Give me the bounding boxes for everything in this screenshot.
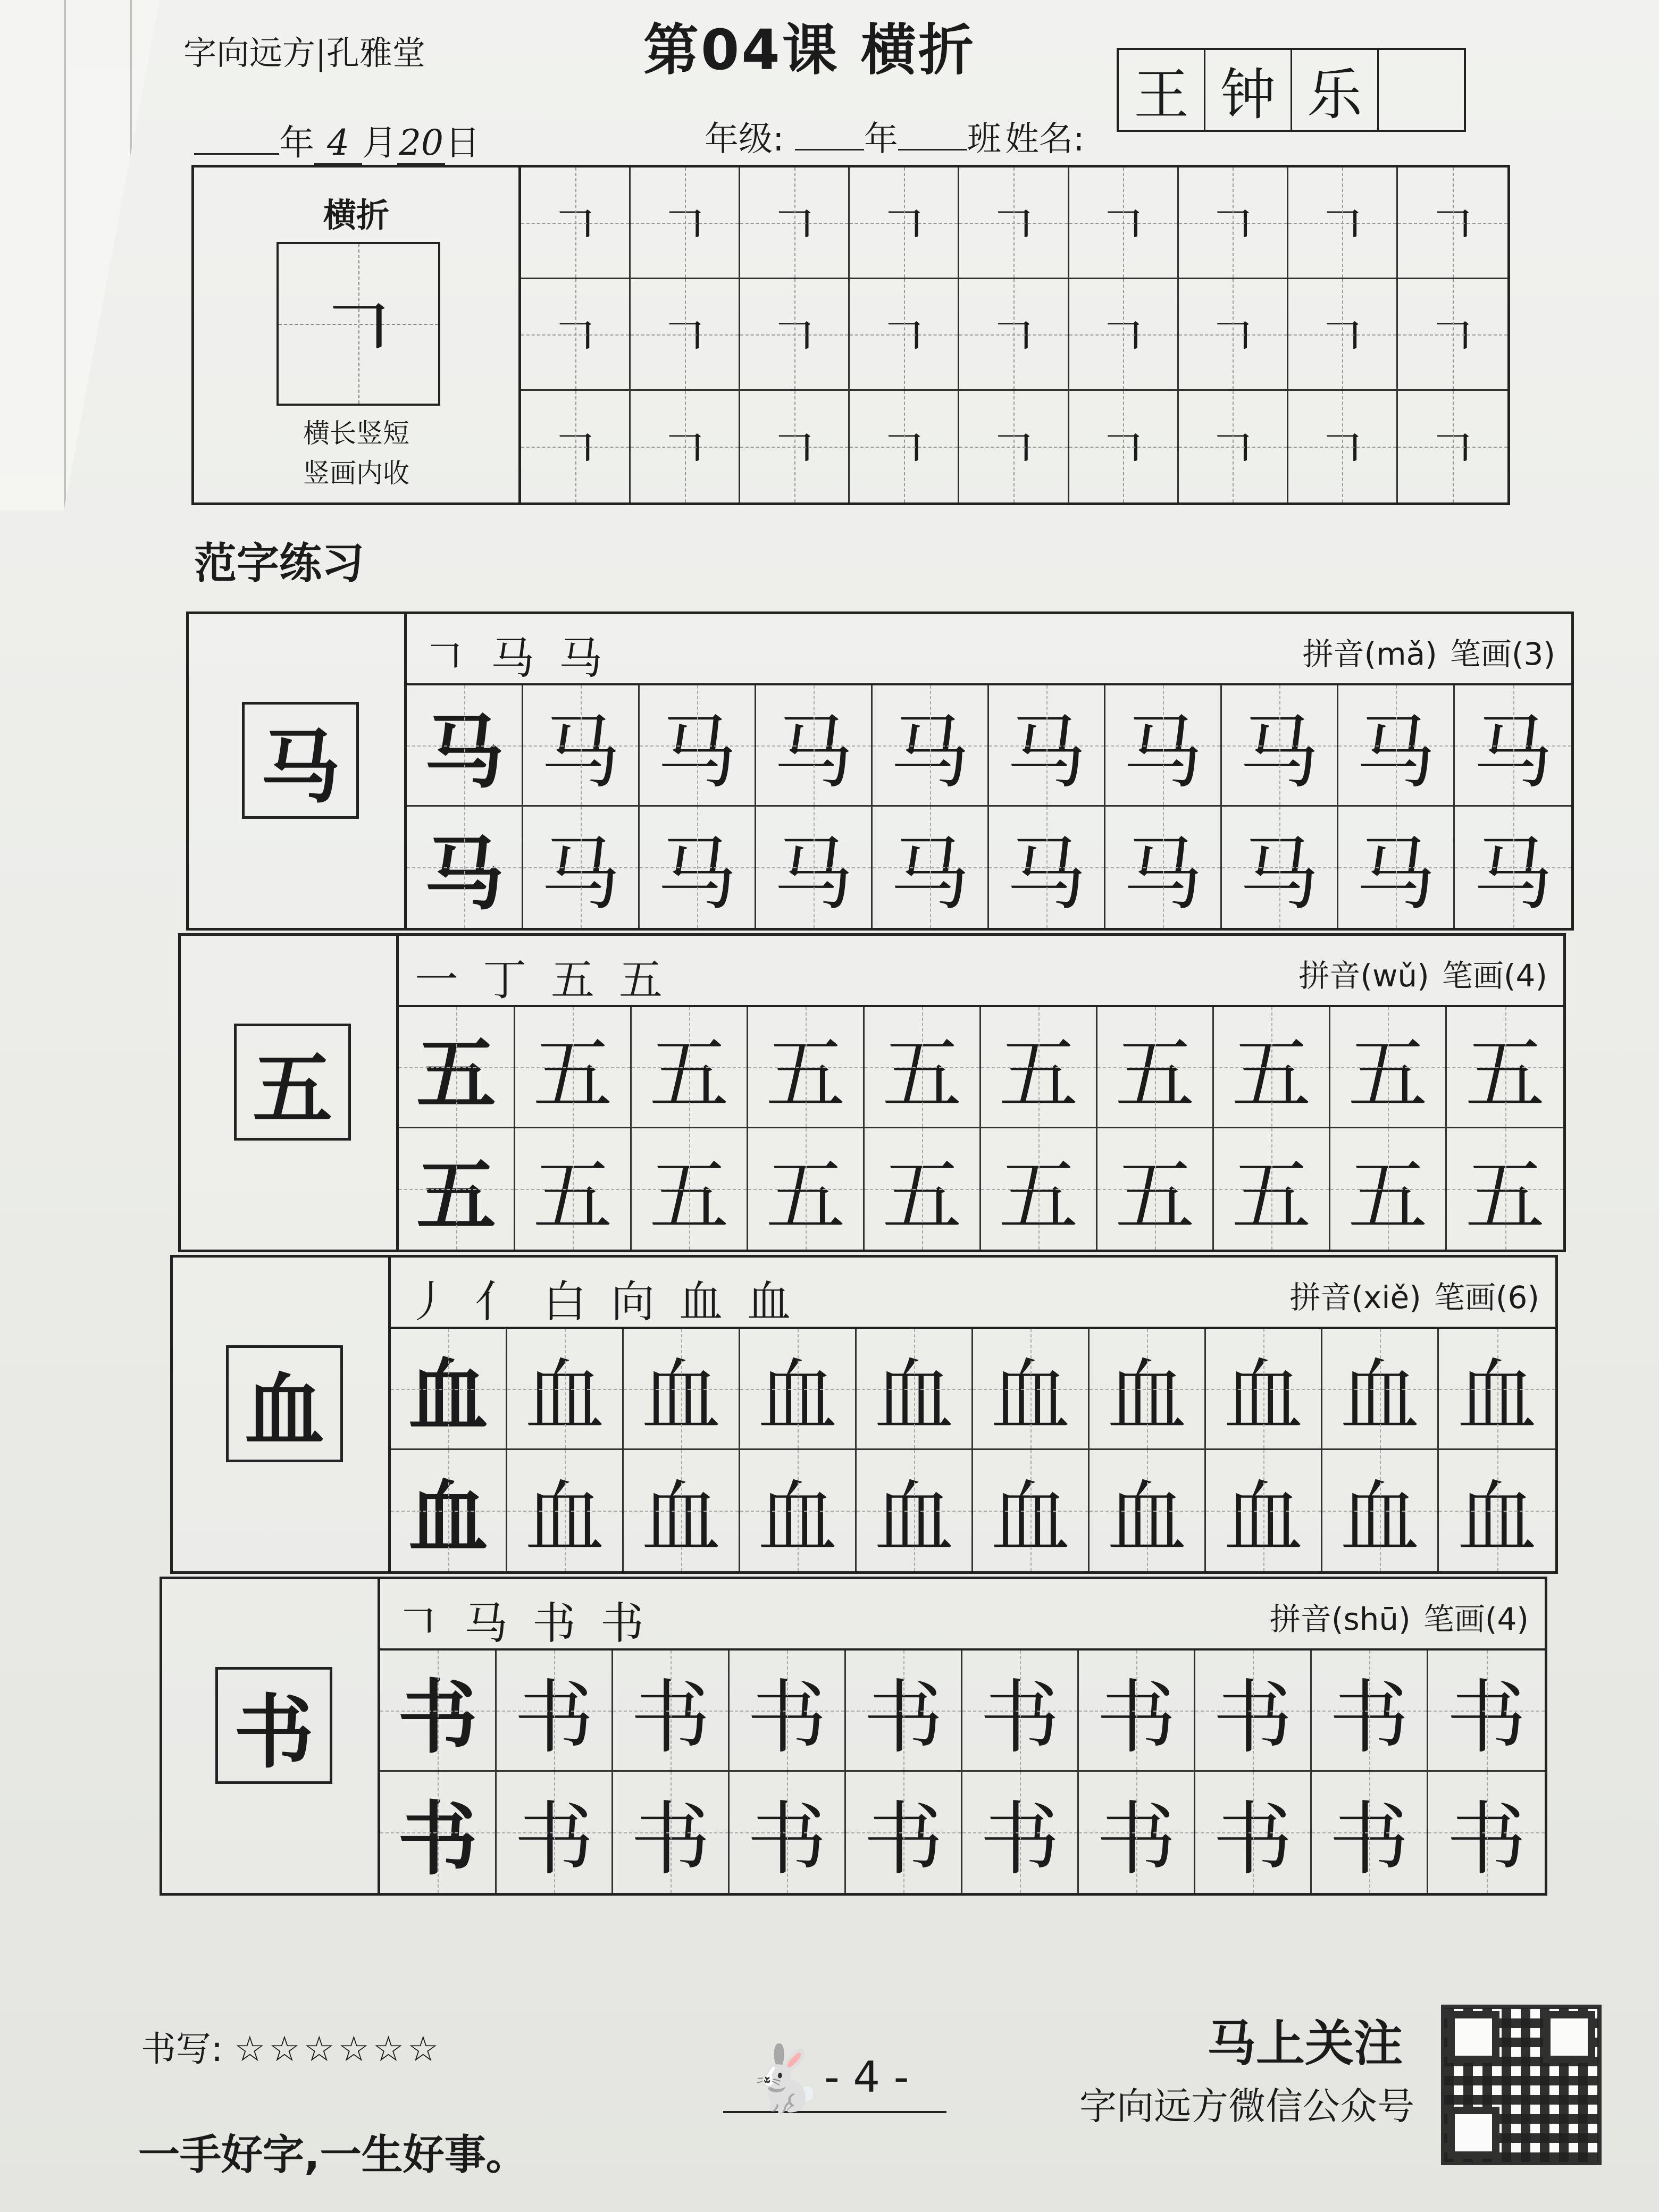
stroke-order-step: 丁 (483, 955, 527, 1006)
char-practice-cell[interactable]: 五 (1330, 1128, 1447, 1250)
stroke-practice-cell[interactable]: 𠃍 (1398, 167, 1507, 279)
char-practice-cell[interactable]: 五 (1097, 1007, 1214, 1128)
brand-logo-text: 字向远方|孔雅堂 (183, 33, 425, 72)
stroke-order-step: 书 (532, 1598, 576, 1649)
page-number-area (723, 2042, 946, 2116)
stroke-glyph: 𠃍 (318, 285, 399, 378)
strokes-label: 笔画 (1423, 1601, 1485, 1637)
char-practice-cell[interactable]: 五 (632, 1007, 748, 1128)
stroke-practice-cell[interactable]: 𠃍 (740, 167, 850, 279)
class-suffix: 班 (967, 120, 1001, 159)
char-practice-block (170, 1255, 1558, 1574)
page-number: - 4 - (824, 2052, 909, 2102)
stroke-order-step: 𠃍 (396, 1598, 440, 1649)
char-practice-cell[interactable]: 五 (399, 1007, 515, 1128)
model-character: 马 (242, 702, 359, 819)
char-practice-cell[interactable]: 书 (497, 1650, 613, 1772)
stroke-practice-cell[interactable]: 𠃍 (1398, 279, 1507, 391)
char-info-row (380, 1579, 1545, 1650)
char-practice-cell[interactable]: 血 (391, 1450, 507, 1571)
char-practice-cell[interactable]: 血 (1090, 1450, 1206, 1571)
char-practice-cell[interactable]: 五 (748, 1128, 865, 1250)
char-practice-cell[interactable]: 马 (640, 685, 756, 807)
stroke-practice-cell[interactable]: 𠃍 (1398, 391, 1507, 502)
char-practice-cell[interactable]: 五 (632, 1128, 748, 1250)
month-label: 月 (362, 122, 397, 163)
writing-rating (141, 2021, 442, 2071)
char-practice-cell[interactable]: 五 (981, 1007, 1097, 1128)
char-practice-cell[interactable]: 马 (1338, 685, 1455, 807)
pinyin-value: (mǎ) (1364, 636, 1437, 672)
stroke-demo-panel (194, 167, 521, 502)
grade-year-blank[interactable] (795, 149, 864, 150)
stroke-practice-cell[interactable]: 𠃍 (740, 279, 850, 391)
char-practice-grid (399, 1007, 1563, 1250)
char-practice-cell[interactable]: 血 (740, 1329, 857, 1450)
stroke-order-step: 马 (491, 633, 535, 684)
grade-line (705, 112, 1001, 161)
char-practice-cell[interactable]: 血 (1322, 1450, 1439, 1571)
rating-stars[interactable]: ☆☆☆☆☆☆ (234, 2029, 442, 2069)
char-practice-cell[interactable]: 书 (380, 1650, 497, 1772)
char-practice-cell[interactable]: 马 (873, 685, 989, 807)
pinyin-label: 拼音 (1289, 1279, 1352, 1316)
char-practice-cell[interactable]: 五 (748, 1007, 865, 1128)
char-practice-cell[interactable]: 血 (1206, 1450, 1322, 1571)
stroke-practice-cell[interactable]: 𠃍 (631, 167, 740, 279)
char-model-panel (173, 1258, 391, 1571)
char-practice-cell[interactable]: 书 (380, 1772, 497, 1893)
char-practice-cell[interactable]: 马 (1338, 807, 1455, 928)
stroke-order-step: 向 (611, 1277, 655, 1327)
stroke-practice-cell[interactable]: 𠃍 (521, 279, 631, 391)
char-practice-cell[interactable]: 书 (1079, 1650, 1195, 1772)
char-practice-grid (391, 1329, 1555, 1571)
char-practice-cell[interactable]: 马 (523, 685, 640, 807)
wechat-account-label: 字向远方微信公众号 (1079, 2084, 1414, 2128)
stroke-order-step: 亻 (475, 1277, 519, 1327)
char-practice-cell[interactable]: 书 (1312, 1650, 1428, 1772)
char-practice-cell[interactable]: 血 (391, 1329, 507, 1450)
rabbit-icon: 🐇 (744, 2042, 824, 2116)
stroke-practice-cell[interactable]: 𠃍 (1288, 279, 1398, 391)
stroke-order-step: 马 (464, 1598, 508, 1649)
stroke-practice-cell[interactable]: 𠃍 (850, 279, 959, 391)
stroke-practice-cell[interactable]: 𠃍 (521, 391, 631, 502)
char-practice-cell[interactable]: 马 (1105, 685, 1222, 807)
char-practice-cell[interactable]: 书 (730, 1650, 846, 1772)
char-practice-cell[interactable]: 血 (624, 1450, 740, 1571)
slogan: 一手好字,一生好事。 (138, 2131, 527, 2179)
char-practice-cell[interactable]: 血 (857, 1329, 973, 1450)
char-practice-cell[interactable]: 马 (989, 807, 1105, 928)
name-boxes (1117, 48, 1466, 132)
follow-label: 马上关注 (1207, 2015, 1403, 2072)
stroke-practice-cell[interactable]: 𠃍 (631, 391, 740, 502)
stroke-practice-cell[interactable]: 𠃍 (1179, 167, 1288, 279)
pinyin-value: (shū) (1331, 1601, 1411, 1637)
stroke-practice-cell[interactable]: 𠃍 (631, 279, 740, 391)
char-model-panel (162, 1579, 380, 1893)
stroke-practice-cell[interactable]: 𠃍 (850, 167, 959, 279)
char-practice-cell[interactable]: 马 (407, 685, 523, 807)
char-practice-cell[interactable]: 书 (962, 1772, 1079, 1893)
stroke-practice-grid (521, 167, 1507, 502)
char-practice-cell[interactable]: 书 (497, 1772, 613, 1893)
char-practice-block (186, 611, 1574, 931)
char-practice-cell[interactable]: 马 (640, 807, 756, 928)
lesson-title: 第04课 横折 (643, 18, 976, 82)
class-blank[interactable] (898, 149, 967, 150)
model-character: 五 (234, 1024, 351, 1141)
char-practice-cell[interactable]: 血 (973, 1450, 1090, 1571)
name-char-box[interactable]: 王 (1119, 50, 1205, 130)
pinyin-label: 拼音 (1302, 636, 1364, 672)
stroke-practice-cell[interactable]: 𠃍 (1069, 167, 1179, 279)
name-char-box[interactable]: 乐 (1292, 50, 1379, 130)
char-practice-cell[interactable]: 血 (857, 1450, 973, 1571)
char-info-row (407, 614, 1571, 685)
stroke-order-step: 𠃍 (423, 633, 467, 684)
char-practice-cell[interactable]: 书 (613, 1650, 730, 1772)
stroke-practice-cell[interactable]: 𠃍 (1179, 279, 1288, 391)
name-char-box[interactable] (1379, 50, 1464, 130)
pinyin-strokes-info (1298, 951, 1547, 995)
pinyin-value: (xiě) (1351, 1279, 1421, 1316)
char-practice-cell[interactable]: 五 (1447, 1007, 1563, 1128)
stroke-name: 横折 (323, 196, 389, 234)
strokes-count: (4) (1503, 958, 1547, 994)
stroke-order (415, 945, 663, 1008)
stroke-order-step: 血 (679, 1277, 723, 1327)
char-practice-cell[interactable]: 书 (1195, 1772, 1312, 1893)
stroke-practice-block (191, 165, 1510, 505)
stroke-practice-cell[interactable]: 𠃍 (1069, 391, 1179, 502)
date-line (194, 114, 480, 165)
char-model-panel (189, 614, 407, 928)
char-practice-cell[interactable]: 书 (1428, 1772, 1545, 1893)
char-practice-cell[interactable]: 马 (873, 807, 989, 928)
char-practice-cell[interactable]: 五 (1330, 1007, 1447, 1128)
char-practice-grid (407, 685, 1571, 928)
stroke-diagram (276, 242, 440, 406)
stroke-practice-cell[interactable]: 𠃍 (1069, 279, 1179, 391)
char-practice-cell[interactable]: 书 (1195, 1650, 1312, 1772)
name-label: 姓名: (1005, 120, 1085, 159)
stroke-practice-cell[interactable]: 𠃍 (1288, 391, 1398, 502)
char-practice-cell[interactable]: 血 (1206, 1329, 1322, 1450)
model-character: 书 (215, 1667, 332, 1784)
char-practice-cell[interactable]: 血 (740, 1450, 857, 1571)
stroke-order (423, 624, 602, 686)
stroke-practice-cell[interactable]: 𠃍 (1288, 167, 1398, 279)
pinyin-strokes-info (1303, 629, 1556, 674)
strokes-count: (6) (1495, 1279, 1539, 1316)
strokes-label: 笔画 (1449, 636, 1512, 672)
year-label: 年 (279, 122, 314, 163)
stroke-order (407, 1267, 791, 1329)
grade-year-suffix: 年 (864, 120, 898, 159)
char-practice-cell[interactable]: 马 (407, 807, 523, 928)
stroke-order-step: 马 (559, 633, 603, 684)
char-practice-cell[interactable]: 五 (515, 1007, 632, 1128)
month-value[interactable]: 4 (314, 122, 362, 165)
char-practice-cell[interactable]: 血 (1439, 1329, 1555, 1450)
stroke-order-step: 五 (619, 955, 663, 1006)
char-practice-block (178, 933, 1566, 1252)
stroke-practice-cell[interactable]: 𠃍 (521, 167, 631, 279)
stroke-order-step: 一 (415, 955, 459, 1006)
char-practice-cell[interactable]: 书 (962, 1650, 1079, 1772)
char-practice-cell[interactable]: 书 (846, 1650, 962, 1772)
section-title: 范字练习 (194, 539, 364, 588)
char-practice-cell[interactable]: 五 (1214, 1128, 1330, 1250)
char-practice-cell[interactable]: 血 (507, 1329, 624, 1450)
year-blank[interactable] (194, 153, 279, 155)
stroke-tip-2: 竖画内收 (303, 458, 409, 489)
char-practice-cell[interactable]: 五 (1097, 1128, 1214, 1250)
stroke-order-step: 书 (600, 1598, 644, 1649)
char-practice-cell[interactable]: 马 (1455, 685, 1571, 807)
strokes-count: (4) (1485, 1601, 1529, 1637)
pinyin-strokes-info (1289, 1272, 1539, 1317)
strokes-label: 笔画 (1442, 958, 1504, 994)
stroke-order-step: 五 (551, 955, 595, 1006)
pinyin-label: 拼音 (1269, 1601, 1331, 1637)
char-info-row (391, 1258, 1555, 1329)
char-practice-cell[interactable]: 五 (865, 1128, 981, 1250)
stroke-order-step: 丿 (407, 1277, 451, 1327)
char-practice-cell[interactable]: 血 (1322, 1329, 1439, 1450)
grade-label: 年级: (705, 120, 784, 159)
rating-label: 书写: (141, 2029, 223, 2069)
char-practice-cell[interactable]: 书 (1079, 1772, 1195, 1893)
day-label: 日 (445, 122, 480, 163)
char-practice-cell[interactable]: 书 (730, 1772, 846, 1893)
char-practice-grid (380, 1650, 1545, 1893)
stroke-order-step: 血 (747, 1277, 791, 1327)
stroke-practice-cell[interactable]: 𠃍 (959, 279, 1069, 391)
stroke-practice-cell[interactable]: 𠃍 (959, 167, 1069, 279)
pinyin-label: 拼音 (1298, 958, 1361, 994)
char-info-row (399, 936, 1563, 1007)
char-practice-cell[interactable]: 书 (613, 1772, 730, 1893)
char-practice-cell[interactable]: 五 (865, 1007, 981, 1128)
stroke-practice-cell[interactable]: 𠃍 (850, 391, 959, 502)
strokes-label: 笔画 (1434, 1279, 1496, 1316)
pinyin-value: (wǔ) (1360, 958, 1429, 994)
char-practice-cell[interactable]: 书 (1312, 1772, 1428, 1893)
char-practice-cell[interactable]: 书 (846, 1772, 962, 1893)
stroke-practice-cell[interactable]: 𠃍 (740, 391, 850, 502)
model-character: 血 (226, 1345, 343, 1462)
stroke-order-step: 白 (543, 1277, 587, 1327)
char-practice-cell[interactable]: 马 (523, 807, 640, 928)
char-practice-cell[interactable]: 五 (981, 1128, 1097, 1250)
char-practice-cell[interactable]: 马 (756, 807, 873, 928)
char-practice-cell[interactable]: 五 (1214, 1007, 1330, 1128)
char-practice-cell[interactable]: 书 (1428, 1650, 1545, 1772)
char-practice-cell[interactable]: 血 (1439, 1450, 1555, 1571)
stroke-practice-cell[interactable]: 𠃍 (1179, 391, 1288, 502)
char-practice-cell[interactable]: 五 (1447, 1128, 1563, 1250)
char-practice-cell[interactable]: 五 (515, 1128, 632, 1250)
char-practice-cell[interactable]: 马 (1222, 685, 1338, 807)
char-practice-cell[interactable]: 血 (973, 1329, 1090, 1450)
day-value[interactable]: 20 (397, 122, 445, 165)
char-model-panel (181, 936, 399, 1250)
stroke-order (396, 1589, 644, 1651)
strokes-count: (3) (1511, 636, 1555, 672)
pinyin-strokes-info (1270, 1594, 1529, 1639)
qr-code-icon[interactable] (1441, 2005, 1602, 2165)
char-practice-cell[interactable]: 血 (1090, 1329, 1206, 1450)
char-practice-cell[interactable]: 五 (399, 1128, 515, 1250)
char-practice-cell[interactable]: 马 (1105, 807, 1222, 928)
name-char-box[interactable]: 钟 (1205, 50, 1292, 130)
char-practice-cell[interactable]: 血 (624, 1329, 740, 1450)
stroke-tip-1: 横长竖短 (303, 418, 409, 449)
char-practice-cell[interactable]: 血 (507, 1450, 624, 1571)
stroke-practice-cell[interactable]: 𠃍 (959, 391, 1069, 502)
char-practice-cell[interactable]: 马 (989, 685, 1105, 807)
adjacent-page-edge (0, 0, 160, 510)
char-practice-cell[interactable]: 马 (1455, 807, 1571, 928)
char-practice-cell[interactable]: 马 (756, 685, 873, 807)
char-practice-block (160, 1577, 1547, 1896)
char-practice-cell[interactable]: 马 (1222, 807, 1338, 928)
